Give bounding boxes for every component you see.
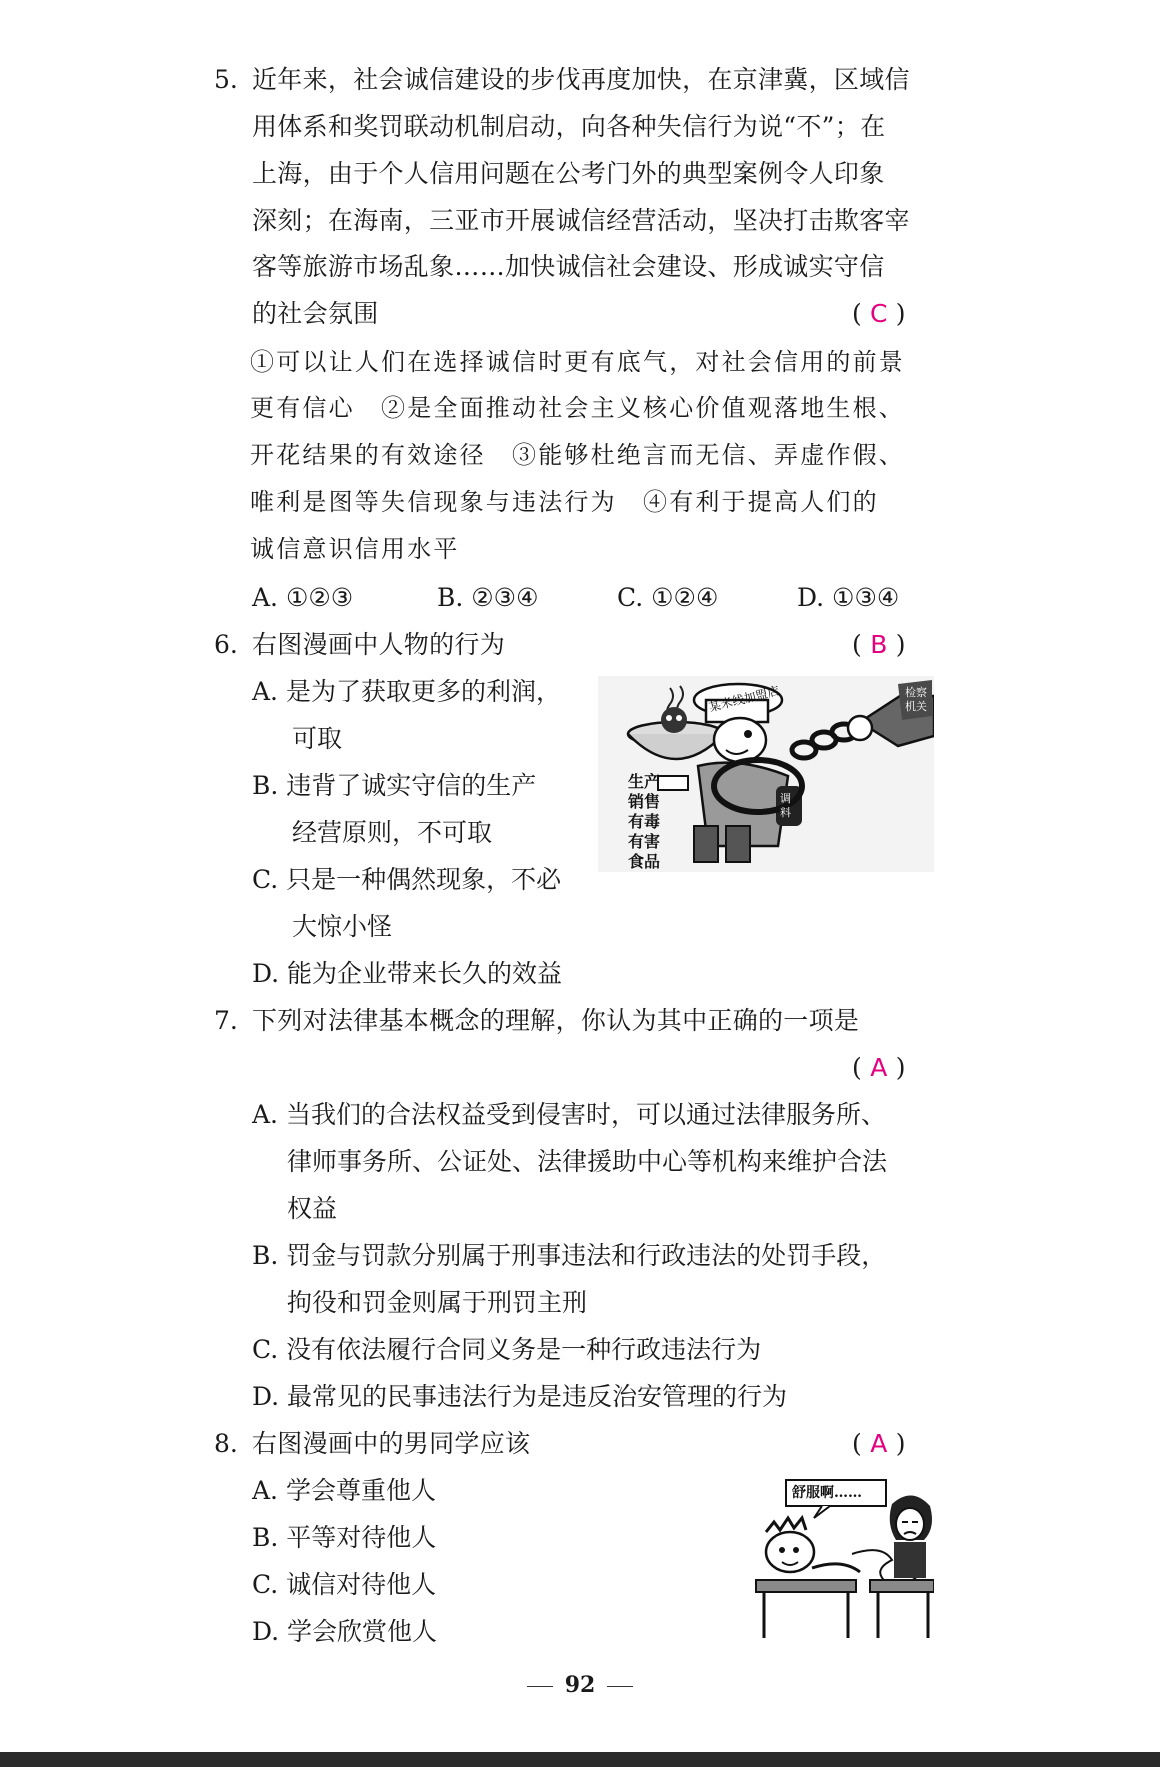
option-b: B. ②③④	[437, 583, 539, 612]
option-b-continuation: 经营原则，不可取	[292, 818, 493, 847]
answer-letter: A	[870, 1053, 888, 1082]
answer-bracket: ( C )	[852, 299, 906, 328]
option-b: B. 罚金与罚款分别属于刑事违法和行政违法的处罚手段，	[252, 1241, 887, 1270]
page-number-dash-right	[607, 1686, 633, 1687]
page-number-value: 92	[564, 1672, 596, 1698]
option-a: A. 学会尊重他人	[252, 1476, 436, 1505]
answer-letter: B	[870, 630, 888, 659]
question-stem-line: 的社会氛围	[252, 299, 379, 328]
option-b-continuation: 拘役和罚金则属于刑罚主刑	[287, 1288, 588, 1317]
bottom-edge-bar	[0, 1752, 1160, 1767]
question-stem-line: 深刻；在海南，三亚市开展诚信经营活动，坚决打击欺客宰	[252, 206, 910, 235]
food-safety-cartoon	[598, 676, 934, 872]
statement-line: 唯利是图等失信现象与违法行为 ④有利于提高人们的	[250, 488, 879, 516]
option-a-continuation: 权益	[287, 1194, 338, 1223]
option-c-continuation: 大惊小怪	[292, 912, 393, 941]
question-stem-line: 近年来，社会诚信建设的步伐再度加快，在京津冀，区域信	[252, 65, 910, 94]
statement-line: 开花结果的有效途径 ③能够杜绝言而无信、弄虚作假、	[250, 441, 905, 469]
option-c: C. 没有依法履行合同义务是一种行政违法行为	[252, 1335, 762, 1364]
question-stem-line: 客等旅游市场乱象……加快诚信社会建设、形成诚实守信	[252, 252, 885, 281]
statement-line: 诚信意识信用水平	[250, 535, 460, 563]
seasoning-bag-label: 调料	[780, 792, 791, 819]
answer-letter: C	[870, 299, 888, 328]
option-b: B. 违背了诚实守信的生产	[252, 771, 537, 800]
classroom-cartoon	[752, 1476, 934, 1642]
question-number: 7.	[214, 1006, 238, 1035]
option-b: B. 平等对待他人	[252, 1523, 437, 1552]
option-a-continuation: 律师事务所、公证处、法律援助中心等机构来维护合法	[287, 1147, 888, 1176]
option-a: A. 是为了获取更多的利润，	[252, 677, 561, 706]
question-number: 8.	[214, 1429, 238, 1458]
option-d: D. 最常见的民事违法行为是违反治安管理的行为	[252, 1382, 788, 1411]
hat-label: 某米线加盟店	[707, 683, 781, 715]
option-d: D. ①③④	[797, 583, 900, 612]
option-c: C. ①②④	[617, 583, 719, 612]
question-stem: 右图漫画中人物的行为	[252, 630, 506, 659]
statement-line: ①可以让人们在选择诚信时更有底气，对社会信用的前景	[250, 348, 905, 376]
answer-letter: A	[870, 1429, 888, 1458]
crime-caption: 生产 销售 有毒 有害 食品	[628, 772, 661, 871]
inspector-label: 检察机关	[905, 686, 927, 713]
question-stem: 右图漫画中的男同学应该	[252, 1429, 531, 1458]
option-d: D. 能为企业带来长久的效益	[252, 959, 563, 988]
speech-bubble-text: 舒服啊……	[792, 1485, 862, 1501]
answer-bracket: ( B )	[852, 630, 906, 659]
option-c: C. 只是一种偶然现象，不必	[252, 865, 562, 894]
page-number	[500, 1670, 660, 1700]
option-c: C. 诚信对待他人	[252, 1570, 437, 1599]
question-stem: 下列对法律基本概念的理解，你认为其中正确的一项是	[252, 1006, 860, 1035]
question-stem-line: 用体系和奖罚联动机制启动，向各种失信行为说“不”；在	[252, 112, 886, 141]
option-a: A. ①②③	[252, 583, 354, 612]
question-number: 5.	[214, 65, 238, 94]
option-a: A. 当我们的合法权益受到侵害时，可以通过法律服务所、	[252, 1100, 886, 1129]
question-number: 6.	[214, 630, 238, 659]
page-number-dash-left	[527, 1686, 553, 1687]
option-a-continuation: 可取	[292, 724, 343, 753]
answer-bracket: ( A )	[852, 1053, 906, 1082]
answer-bracket: ( A )	[852, 1429, 906, 1458]
statement-line: 更有信心 ②是全面推动社会主义核心价值观落地生根、	[250, 394, 905, 422]
question-stem-line: 上海，由于个人信用问题在公考门外的典型案例令人印象	[252, 159, 885, 188]
option-d: D. 学会欣赏他人	[252, 1617, 438, 1646]
